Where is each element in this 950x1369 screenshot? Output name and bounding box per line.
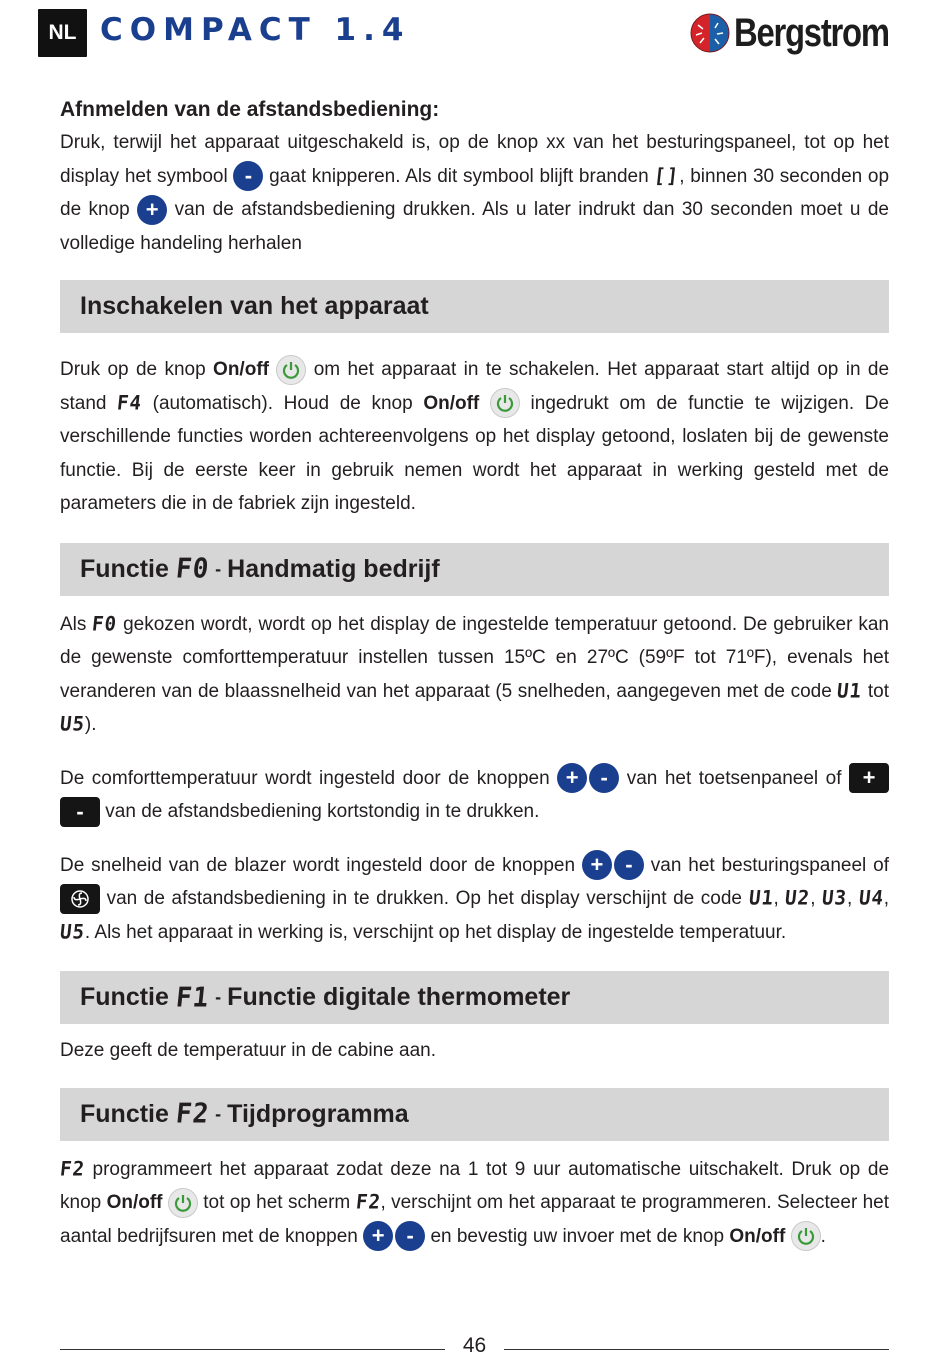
text-fragment: , verschijnt om het apparaat te programmeren. Selecteer het aantal bedrijfsuren met de knoppen — [60, 1192, 890, 1247]
function-code: F2 — [174, 1098, 211, 1130]
section-f0-text-2 — [60, 762, 889, 829]
text-fragment: programmeert het apparaat zodat deze na 1 tot 9 uur automatische uitschakelt. Druk op de knop — [60, 1158, 890, 1213]
function-code: F0 — [91, 611, 119, 636]
onoff-label: On/off — [106, 1192, 163, 1213]
remote-plus-key-icon: + — [849, 763, 889, 793]
text-fragment: De snelheid van de blazer wordt ingesteld door de knoppen — [60, 854, 576, 876]
speed-code: U1 — [836, 678, 864, 703]
text-fragment: van het besturingspaneel of — [650, 854, 889, 876]
speed-code: U3 — [820, 886, 849, 910]
power-icon — [490, 388, 520, 418]
function-code: F0 — [174, 553, 211, 585]
speed-code: U5 — [58, 712, 87, 736]
section-f0-text-1 — [60, 608, 889, 742]
function-code: F2 — [58, 1156, 87, 1181]
section-title: Handmatig bedrijf — [227, 554, 440, 583]
section-f0-text-3: De snelheid van de blazer wordt ingesteld door de knoppen + - van het besturingspaneel of van de afstandsbediening in te drukken. Op het display verschijnt de code U1, U2, U3, U4, U5. Als het apparaat in werking is, verschijnt op het display de ingestelde temperatuur. — [60, 849, 889, 950]
title-dash: - — [215, 1103, 222, 1124]
text-fragment: van de afstandsbediening in te drukken. Op het display verschijnt de code — [106, 888, 742, 909]
plus-button-icon: + — [137, 195, 167, 225]
plus-button-icon: + — [582, 850, 612, 880]
text-fragment: ingedrukt om de functie te wijzigen. De verschillende functies worden achtereenvolgens op het display getoond, loslaten bij de gewenste functie. Bij de eerste keer in gebruik nemen wordt het apparaat in werking gesteld met de parameters die in de fabriek zijn ingesteld. — [60, 392, 890, 514]
minus-button-icon: - — [614, 850, 644, 880]
brand-logo-icon — [690, 13, 730, 53]
text-fragment: gaat knipperen. Als dit symbool blijft branden — [269, 165, 649, 187]
language-badge: NL — [38, 9, 87, 57]
text-fragment: Als — [60, 613, 87, 635]
section-title: Tijdprogramma — [227, 1099, 409, 1128]
section-f1-header — [60, 971, 889, 1024]
fan-key-icon — [60, 884, 100, 914]
speed-code: U2 — [784, 886, 812, 910]
section-f1-text: Deze geeft de temperatuur in de cabine aan. — [60, 1040, 437, 1061]
speed-code: U4 — [857, 886, 886, 910]
minus-button-icon: - — [233, 161, 263, 191]
section-f0-header — [60, 543, 889, 596]
function-code: F1 — [174, 981, 211, 1014]
brand-logo — [690, 10, 923, 56]
section-title: Functie — [80, 554, 169, 583]
minus-button-icon: - — [395, 1221, 425, 1251]
page-footer — [60, 1332, 889, 1362]
onoff-label: On/off — [213, 359, 269, 380]
page-content — [60, 92, 889, 1253]
section-title: Inschakelen van het apparaat — [80, 292, 429, 320]
section-power-on-header — [60, 280, 889, 333]
power-icon — [791, 1221, 821, 1251]
section-remote-unpair-title: Afnmelden van de afstandsbediening: — [60, 98, 440, 121]
section-title: Functie — [80, 983, 169, 1011]
text-fragment: tot — [867, 680, 890, 702]
function-code: F2 — [354, 1190, 382, 1214]
power-icon — [276, 355, 306, 385]
text-fragment: Druk, terwijl het apparaat uitgeschakeld is, op de knop xx van het besturingspaneel, tot op het display het symbool — [60, 132, 889, 187]
plus-button-icon: + — [363, 1221, 393, 1251]
text-fragment: van het toetsenpaneel of — [626, 767, 842, 789]
section-power-on-text — [60, 353, 889, 521]
speed-code: U5 — [58, 919, 87, 944]
onoff-label: On/off — [729, 1225, 786, 1247]
text-fragment: van de afstandsbediening kortstondig in te drukken. — [105, 801, 540, 822]
page-number: 46 — [462, 1334, 487, 1357]
page-header — [0, 0, 950, 70]
text-fragment: van de afstandsbediening drukken. Als u later indrukt dan 30 seconden moet u de volledige handeling herhalen — [60, 199, 889, 254]
text-fragment: (automatisch). Houd de knop — [152, 392, 413, 414]
plus-button-icon: + — [557, 763, 587, 793]
onoff-label: On/off — [423, 392, 480, 414]
speed-code: U1 — [747, 886, 775, 910]
title-dash: - — [215, 558, 222, 579]
text-fragment: en bevestig uw invoer met de knop — [430, 1225, 725, 1247]
section-title: Functie digitale thermometer — [227, 983, 571, 1011]
power-icon — [168, 1188, 198, 1218]
text-fragment: . Als het apparaat in werking is, verschijnt op het display de ingestelde temperatuur. — [84, 921, 787, 943]
text-fragment: Druk op de knop — [60, 359, 206, 380]
remote-minus-key-icon: - — [60, 797, 100, 827]
brand-name: Bergstrom — [734, 10, 889, 55]
text-fragment: De comforttemperatuur wordt ingesteld door de knoppen — [60, 767, 550, 789]
text-fragment: gekozen wordt, wordt op het display de ingestelde temperatuur getoond. De gebruiker kan de gewenste comforttemperatuur instellen tussen 15ºC en 27ºC (59ºF tot 71ºF), evenals het veranderen van de blaassnelheid van het apparaat (5 snelheden, aangegeven met de code — [60, 613, 889, 702]
mode-code: F4 — [115, 390, 144, 415]
section-f2-header — [60, 1088, 889, 1141]
text-fragment: ). — [84, 714, 97, 735]
text-fragment: tot op het scherm — [203, 1192, 351, 1213]
section-f2-text: F2 programmeert het apparaat zodat deze na 1 tot 9 uur automatische uitschakelt. Druk op de knop On/off tot op het scherm F2, verschijnt om het apparaat te programmeren. Selecteer het aantal bedrijfsuren met de knoppen + - en bevestig uw invoer met de knop On/off . — [60, 1153, 889, 1254]
title-dash: - — [215, 987, 222, 1007]
text-fragment: , binnen 30 seconden op de knop — [60, 165, 890, 220]
bracket-symbol: [] — [653, 163, 681, 188]
section-title: Functie — [80, 1099, 169, 1128]
footer-rule-right — [504, 1349, 889, 1350]
product-title: COMPACT 1.4 — [100, 12, 411, 48]
minus-button-icon: - — [589, 763, 619, 793]
section-remote-unpair-text — [60, 126, 889, 260]
text-fragment: om het apparaat in te schakelen. Het apparaat start altijd op in de stand — [60, 359, 890, 414]
